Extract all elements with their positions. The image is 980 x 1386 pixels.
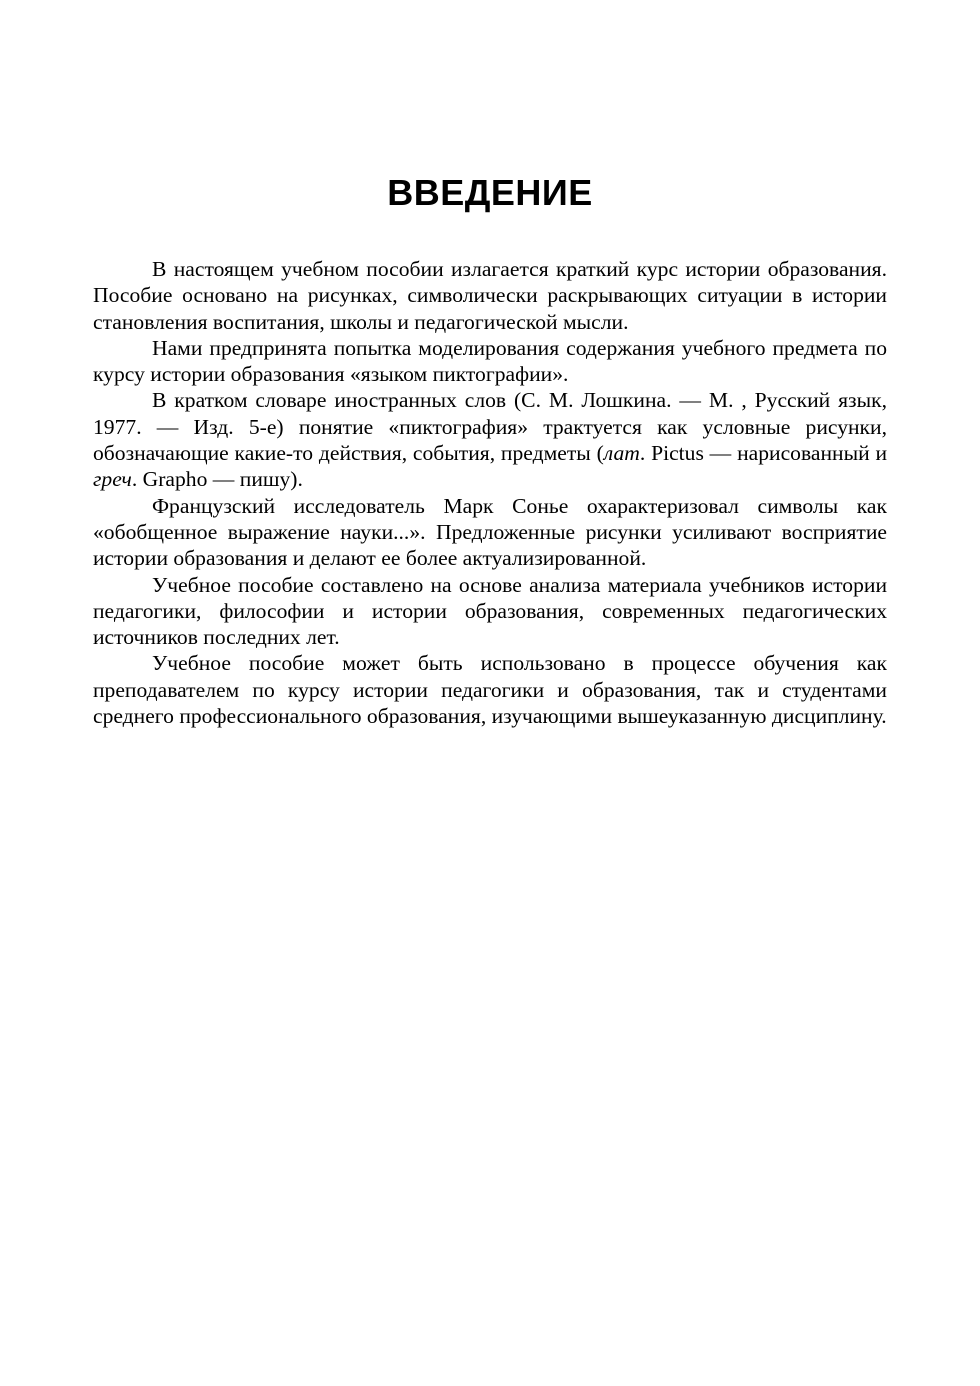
page-title: ВВЕДЕНИЕ <box>387 172 593 213</box>
paragraph-1: В настоящем учебном пособии излагается краткий курс истории образования. Пособие основано на рисунках, символически раскрывающих ситуации в истории становления воспитания, школы и педагогической мысли. <box>93 257 887 334</box>
paragraph-2: Нами предпринята попытка моделирования содержания учебного предмета по курсу истории образования «языком пиктографии». <box>93 335 887 387</box>
paragraph-5: Учебное пособие составлено на основе анализа материала учебников истории педагогики, философии и истории образования, современных педагогических источников последних лет. <box>93 572 887 650</box>
greek-abbrev: греч <box>93 467 132 492</box>
paragraph-3-part-3: . Grapho — пишу). <box>131 467 303 492</box>
paragraph-4: Французский исследователь Марк Сонье охарактеризовал символы как «обобщенное выражение науки...». Предложенные рисунки усиливают восприятие истории образования и делают ее более актуализированной. <box>93 493 887 571</box>
introduction-body <box>93 256 887 729</box>
paragraph-3 <box>93 387 887 492</box>
paragraph-3-part-2: . Pictus — нарисованный и <box>639 441 888 466</box>
latin-abbrev: лат <box>603 441 640 466</box>
paragraph-6: Учебное пособие может быть использовано в процессе обучения как преподавателем по курсу истории педагогики и образования, так и студентами среднего профессионального образования, изучающими вышеуказанную дисциплину. <box>93 651 887 729</box>
paragraph-3-part-1: В кратком словаре иностранных слов (С. М. Лошкина. — М. , Русский язык, 1977. — Изд. 5-е) понятие «пиктография» трактуется как условные рисунки, обозначающие какие-то действия, события, предметы ( <box>93 388 887 466</box>
